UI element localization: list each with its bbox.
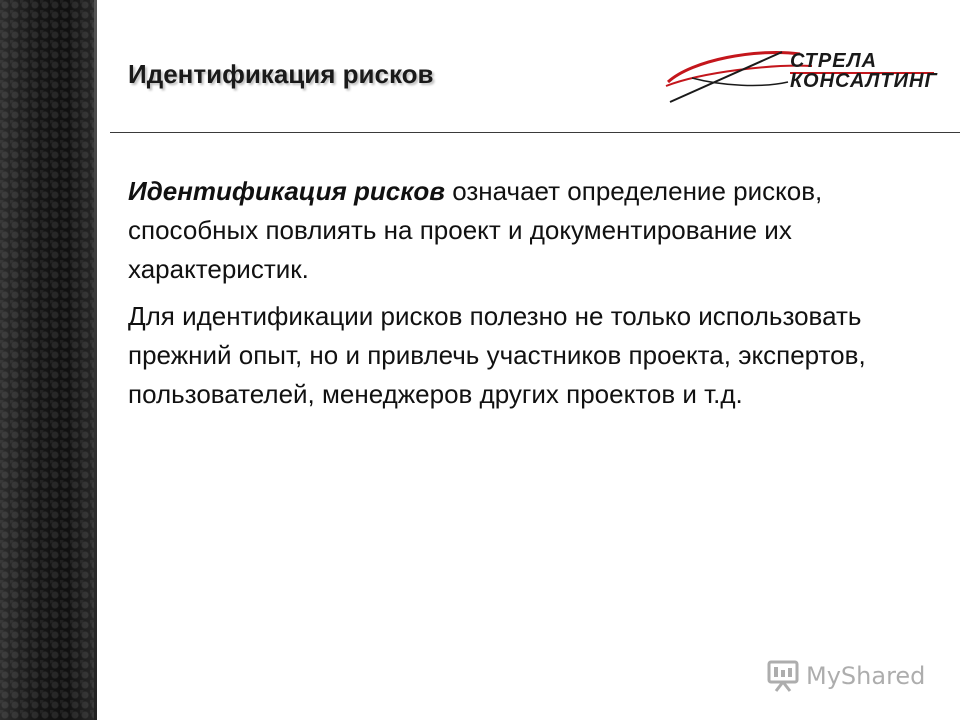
slide-title: Идентификация рисков bbox=[128, 59, 434, 89]
definition-text: означает определение рисков, способных повлиять на проект и документирование их характеристик. bbox=[128, 176, 823, 284]
sidebar-edge bbox=[94, 0, 97, 720]
slide-body bbox=[128, 172, 918, 422]
decorative-sidebar bbox=[0, 0, 96, 720]
title-divider bbox=[110, 132, 960, 133]
company-logo bbox=[662, 42, 942, 108]
logo-text-line-2: КОНСАЛТИНГ bbox=[790, 70, 938, 92]
logo-text-line-1: СТРЕЛА bbox=[790, 50, 878, 72]
watermark-text: MyShared bbox=[806, 662, 926, 690]
definition-term: Идентификация рисков bbox=[128, 176, 445, 206]
watermark bbox=[766, 656, 925, 696]
definition-paragraph bbox=[128, 172, 918, 289]
presentation-board-icon bbox=[766, 659, 800, 693]
advice-paragraph: Для идентификации рисков полезно не только использовать прежний опыт, но и привлечь участников проекта, экспертов, пользователей, менеджеров других проектов и т.д. bbox=[128, 301, 866, 409]
